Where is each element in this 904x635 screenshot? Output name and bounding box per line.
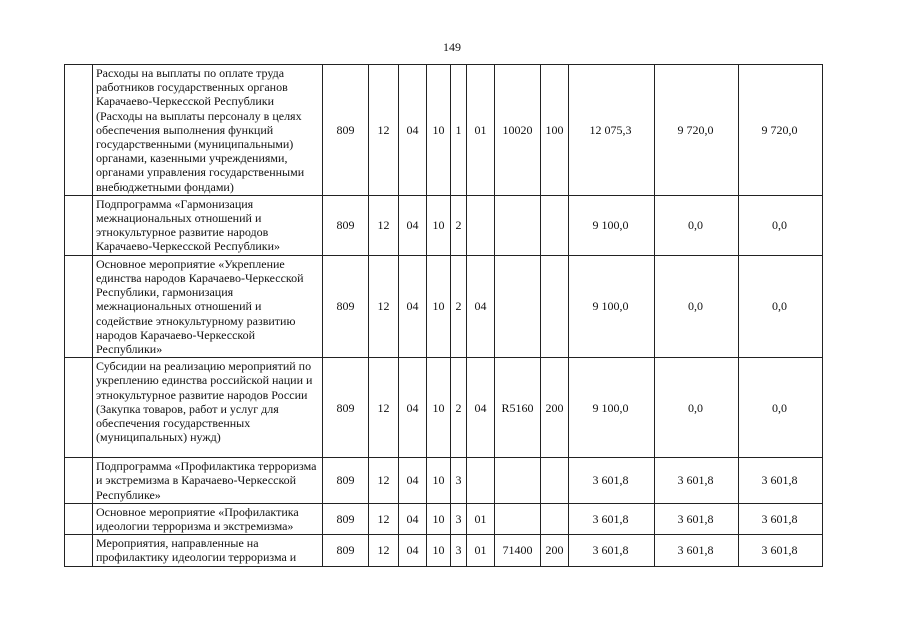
col-sum-year3: 3 601,8	[739, 535, 823, 566]
col-pr: 04	[399, 255, 427, 357]
col-gr: 809	[323, 195, 369, 255]
col-pr: 04	[399, 458, 427, 504]
col-sum-year1: 12 075,3	[569, 65, 655, 196]
col-event: 04	[467, 255, 495, 357]
table-row	[65, 458, 823, 504]
table-row	[65, 358, 823, 458]
col-subprog: 1	[451, 65, 467, 196]
col-event: 01	[467, 535, 495, 566]
col-prog: 10	[427, 195, 451, 255]
col-sum-year1: 3 601,8	[569, 458, 655, 504]
col-rz: 12	[369, 255, 399, 357]
col-direction	[495, 255, 541, 357]
col-pr: 04	[399, 535, 427, 566]
row-name: Мероприятия, направленные на профилактику идеологии терроризма и	[93, 535, 323, 566]
col-expense-type	[541, 503, 569, 534]
col-expense-type	[541, 458, 569, 504]
col-sum-year1: 3 601,8	[569, 503, 655, 534]
col-expense-type	[541, 195, 569, 255]
table-row	[65, 195, 823, 255]
col-subprog: 2	[451, 195, 467, 255]
col-gr: 809	[323, 458, 369, 504]
col-subprog: 2	[451, 255, 467, 357]
col-prog: 10	[427, 65, 451, 196]
col-sum-year2: 0,0	[655, 195, 739, 255]
col-pr: 04	[399, 503, 427, 534]
col-subprog: 3	[451, 535, 467, 566]
table-row	[65, 503, 823, 534]
row-name: Расходы на выплаты по оплате труда работников государственных органов Карачаево-Черкесской Республики (Расходы на выплаты персоналу в целях обеспечения выполнения функций государственными (муниципальными) органами, казенными учреждениями, органами управления государственными внебюджетными фондами)	[93, 65, 323, 196]
row-number-cell	[65, 458, 93, 504]
col-rz: 12	[369, 503, 399, 534]
col-sum-year3: 0,0	[739, 358, 823, 458]
col-prog: 10	[427, 535, 451, 566]
col-pr: 04	[399, 65, 427, 196]
col-gr: 809	[323, 535, 369, 566]
row-number-cell	[65, 503, 93, 534]
col-direction	[495, 458, 541, 504]
col-gr: 809	[323, 255, 369, 357]
col-sum-year3: 9 720,0	[739, 65, 823, 196]
row-number-cell	[65, 65, 93, 196]
col-event: 01	[467, 503, 495, 534]
col-sum-year2: 3 601,8	[655, 458, 739, 504]
budget-table	[64, 64, 823, 567]
col-direction	[495, 503, 541, 534]
col-rz: 12	[369, 458, 399, 504]
page-number: 149	[443, 40, 461, 54]
col-sum-year3: 0,0	[739, 255, 823, 357]
col-gr: 809	[323, 358, 369, 458]
col-pr: 04	[399, 358, 427, 458]
col-subprog: 3	[451, 503, 467, 534]
col-sum-year1: 9 100,0	[569, 195, 655, 255]
col-sum-year3: 3 601,8	[739, 503, 823, 534]
row-name: Основное мероприятие «Укрепление единства народов Карачаево-Черкесской Республики, гармонизация межнациональных отношений и содействие этнокультурному развитию народов Карачаево-Черкесской Республики»	[93, 255, 323, 357]
col-event: 01	[467, 65, 495, 196]
col-sum-year2: 3 601,8	[655, 503, 739, 534]
col-event	[467, 458, 495, 504]
row-number-cell	[65, 358, 93, 458]
col-expense-type: 100	[541, 65, 569, 196]
col-prog: 10	[427, 458, 451, 504]
col-sum-year3: 3 601,8	[739, 458, 823, 504]
col-sum-year2: 3 601,8	[655, 535, 739, 566]
col-sum-year2: 9 720,0	[655, 65, 739, 196]
col-expense-type: 200	[541, 535, 569, 566]
col-expense-type	[541, 255, 569, 357]
col-rz: 12	[369, 195, 399, 255]
row-number-cell	[65, 255, 93, 357]
row-name: Субсидии на реализацию мероприятий по укреплению единства российской нации и этнокультурное развитие народов России (Закупка товаров, работ и услуг для обеспечения государственных (муниципальных) нужд)	[93, 358, 323, 458]
row-number-cell	[65, 535, 93, 566]
col-rz: 12	[369, 358, 399, 458]
col-pr: 04	[399, 195, 427, 255]
col-sum-year1: 9 100,0	[569, 255, 655, 357]
table-row	[65, 535, 823, 566]
table-row	[65, 255, 823, 357]
table-row	[65, 65, 823, 196]
col-event	[467, 195, 495, 255]
col-direction: 10020	[495, 65, 541, 196]
col-rz: 12	[369, 535, 399, 566]
col-sum-year3: 0,0	[739, 195, 823, 255]
col-subprog: 3	[451, 458, 467, 504]
col-gr: 809	[323, 65, 369, 196]
col-gr: 809	[323, 503, 369, 534]
col-rz: 12	[369, 65, 399, 196]
col-direction: 71400	[495, 535, 541, 566]
col-subprog: 2	[451, 358, 467, 458]
col-prog: 10	[427, 255, 451, 357]
col-sum-year2: 0,0	[655, 255, 739, 357]
row-number-cell	[65, 195, 93, 255]
col-prog: 10	[427, 503, 451, 534]
col-direction	[495, 195, 541, 255]
col-prog: 10	[427, 358, 451, 458]
col-expense-type: 200	[541, 358, 569, 458]
col-sum-year2: 0,0	[655, 358, 739, 458]
col-sum-year1: 9 100,0	[569, 358, 655, 458]
col-direction: R5160	[495, 358, 541, 458]
row-name: Подпрограмма «Профилактика терроризма и экстремизма в Карачаево-Черкесской Республике»	[93, 458, 323, 504]
row-name: Основное мероприятие «Профилактика идеологии терроризма и экстремизма»	[93, 503, 323, 534]
row-name: Подпрограмма «Гармонизация межнациональных отношений и этнокультурное развитие народов Карачаево-Черкесской Республики»	[93, 195, 323, 255]
col-event: 04	[467, 358, 495, 458]
col-sum-year1: 3 601,8	[569, 535, 655, 566]
